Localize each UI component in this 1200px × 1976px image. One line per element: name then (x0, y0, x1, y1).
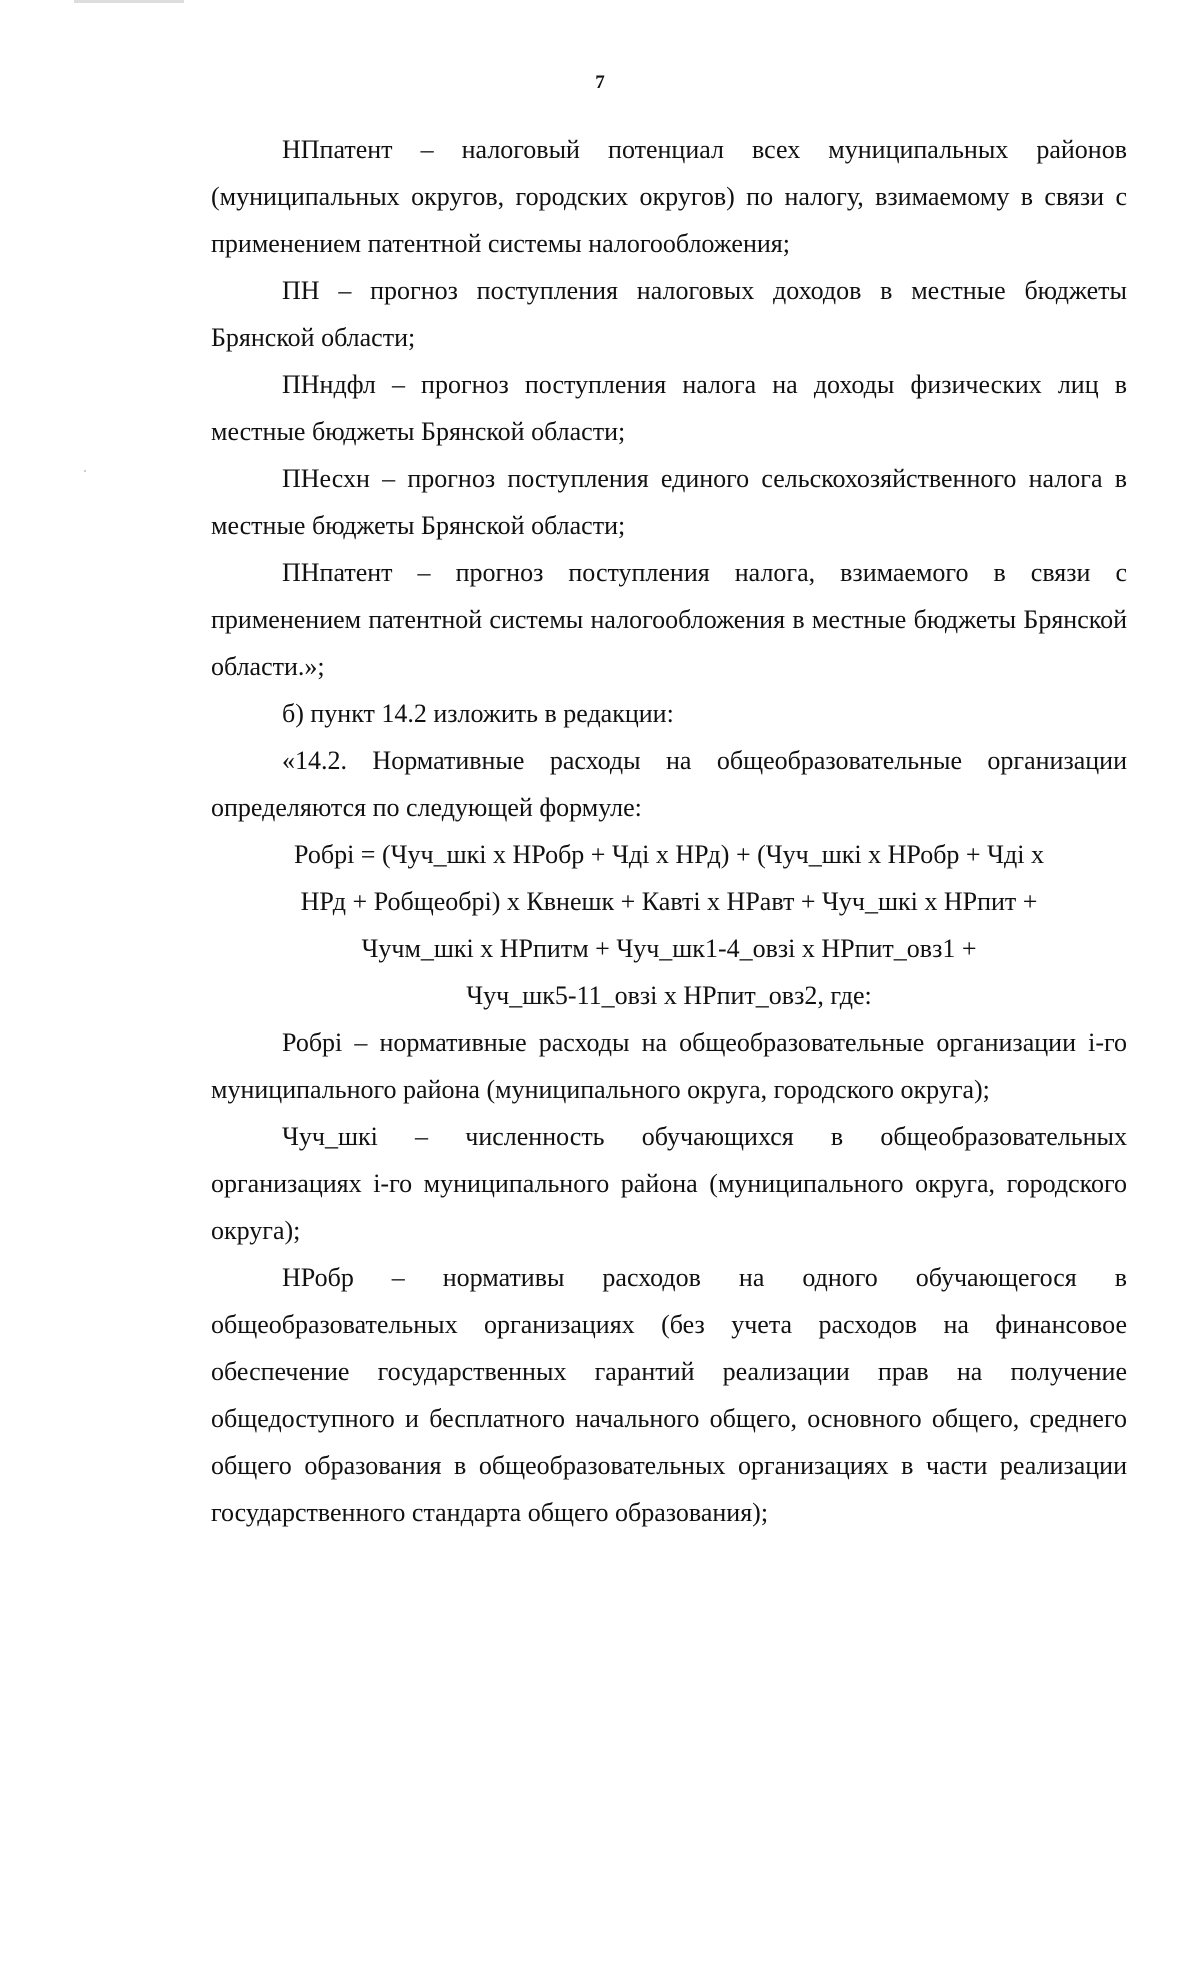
paragraph-pn: ПН – прогноз поступления налоговых доходов в местные бюджеты Брянской области; (211, 276, 1127, 352)
definition-robr: Робрi – нормативные расходы на общеобразовательные организации i-го муниципального района (муниципального округа, городского округа); (211, 1028, 1127, 1104)
paragraph-pn-patent: ПНпатент – прогноз поступления налога, взимаемого в связи с применением патентной системы налогообложения в местные бюджеты Брянской области.»; (211, 558, 1127, 681)
scan-artifact (74, 0, 184, 3)
formula-line-1: Робрi = (Чуч_шкi x НРобр + Чдi x НРд) + (Чуч_шкi x НРобр + Чдi x (294, 840, 1044, 869)
definition-nrobr: НРобр – нормативы расходов на одного обучающегося в общеобразовательных организациях (без учета расходов на финансовое обеспечение государственных гарантий реализации прав на получение общедоступного и бесплатного начального общего, основного общего, среднего общего образования в общеобразовательных организациях в части реализации государственного стандарта общего образования); (211, 1263, 1127, 1527)
page-number: 7 (595, 72, 605, 93)
paragraph-np-patent: НПпатент – налоговый потенциал всех муниципальных районов (муниципальных округов, городских округов) по налогу, взимаемому в связи с применением патентной системы налогообложения; (211, 135, 1127, 258)
formula-line-4: Чуч_шк5-11_овзi x НРпит_овз2, где: (466, 981, 872, 1010)
paragraph-14-2-intro: «14.2. Нормативные расходы на общеобразовательные организации определяются по следующей формуле: (211, 746, 1127, 822)
formula-line-2: НРд + Робщеобрi) x Квнешк + Кавтi x НРавт + Чуч_шкi x НРпит + (300, 887, 1038, 916)
paragraph-pn-ndfl: ПНндфл – прогноз поступления налога на доходы физических лиц в местные бюджеты Брянской области; (211, 370, 1127, 446)
document-body (211, 126, 1127, 1536)
definition-chuch-shk: Чуч_шкi – численность обучающихся в общеобразовательных организациях i-го муниципального района (муниципального округа, городского округа); (211, 1122, 1127, 1245)
formula-line-3: Чучм_шкi x НРпитм + Чуч_шк1-4_овзi x НРпит_овз1 + (361, 934, 977, 963)
paragraph-item-b: б) пункт 14.2 изложить в редакции: (282, 699, 674, 728)
scan-speck (84, 470, 86, 472)
paragraph-pn-eshn: ПНесхн – прогноз поступления единого сельскохозяйственного налога в местные бюджеты Брянской области; (211, 464, 1127, 540)
formula-block (211, 831, 1127, 1019)
